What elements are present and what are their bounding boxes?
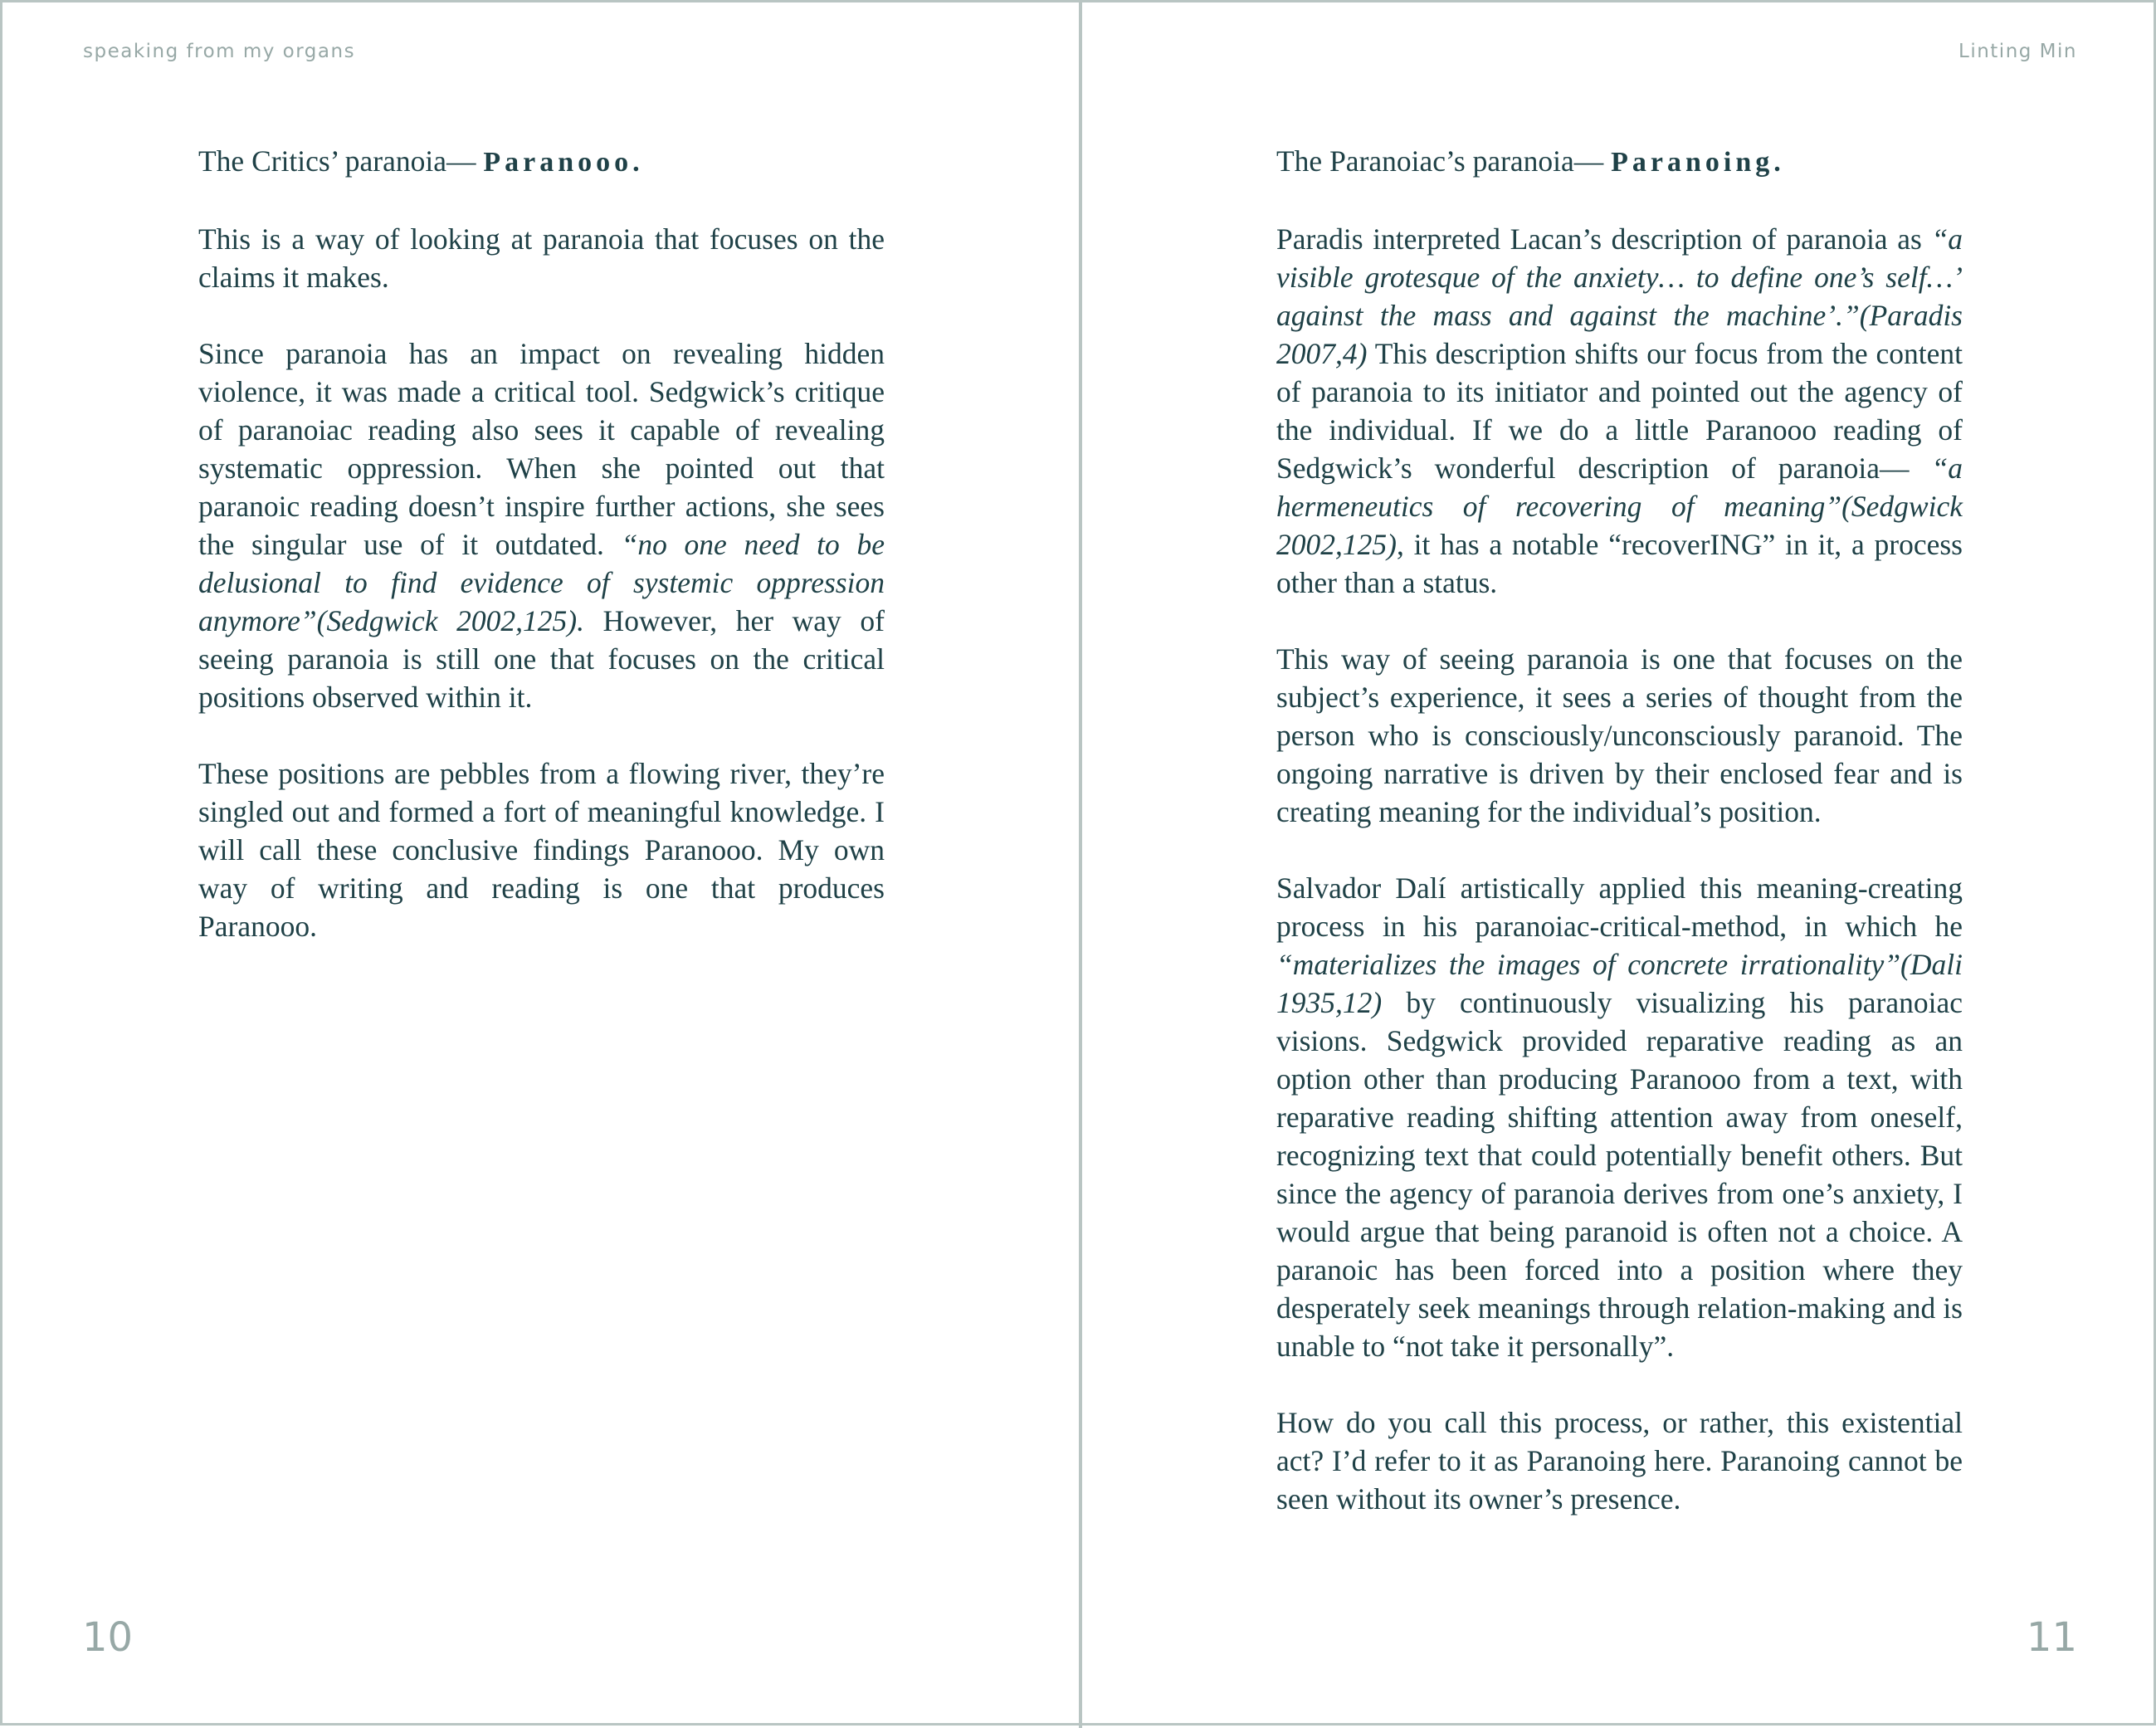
paragraph: How do you call this process, or rather, this existential act? I’d refer to it as Paranoing here. Paranoing cannot be seen without its owner’s presence. [1276, 1406, 1963, 1516]
paragraph: These positions are pebbles from a flowing river, they’re singled out and formed a fort of meaningful knowledge. I will call these conclusive findings Paranooo. My own way of writing and reading is one that produces Paranooo. [198, 757, 885, 943]
paragraph-text: Salvador Dalí artistically applied this meaning-creating process in his paranoiac-critical-method, in which he [1276, 871, 1963, 943]
page-number: 10 [82, 1614, 134, 1661]
heading-prefix: The Paranoiac’s paranoia— [1276, 144, 1612, 178]
left-page [2, 2, 1079, 1728]
left-page-body [198, 142, 885, 984]
citation-quote: “a hermeneutics of recovering of meaning”(Sedgwick 2002,125) [1276, 452, 1963, 561]
citation-quote: “a visible grotesque of the anxiety… to define one’s self…’ against the mass and against the machine’.”(Paradis 2007,4) [1276, 222, 1963, 370]
citation-quote: “no one need to be delusional to find evidence of systemic oppression anymore”(Sedgwick 2002,125). [198, 528, 885, 637]
section-heading [198, 142, 885, 182]
right-page [1082, 2, 2156, 1728]
paragraph: This is a way of looking at paranoia that focuses on the claims it makes. [198, 222, 885, 294]
paragraph-text: , it has a notable “recoverING” in it, a process other than a status. [1276, 528, 1963, 599]
section-heading [1276, 142, 1963, 182]
paragraph [1276, 220, 1963, 602]
page-number: 11 [2026, 1614, 2077, 1661]
paragraph [1276, 869, 1963, 1365]
heading-term: Paranooo. [483, 147, 644, 178]
paragraph: This way of seeing paranoia is one that focuses on the subject’s experience, it sees a series of thought from the person who is consciously/unconsciously paranoid. The ongoing narrative is driven by their enclosed fear and is creating meaning for the individual’s position. [1276, 642, 1963, 828]
paragraph [198, 334, 885, 716]
paragraph-text: Since paranoia has an impact on revealing hidden violence, it was made a critical tool. Sedgwick’s critique of paranoiac reading also sees it capable of revealing systematic oppression. When she pointed out that paranoic reading doesn’t inspire further actions, she sees the singular use of it outdated. [198, 337, 885, 561]
paragraph-text: Paradis interpreted Lacan’s description of paranoia as [1276, 222, 1932, 256]
citation-quote: “materializes the images of concrete irrationality”(Dali 1935,12) [1276, 948, 1963, 1019]
paragraph-text: This description shifts our focus from the content of paranoia to its initiator and pointed out the agency of the individual. If we do a little Paranooo reading of Sedgwick’s wonderful description of paranoia— [1276, 337, 1963, 485]
running-head-title: speaking from my organs [83, 41, 356, 62]
running-head-author: Linting Min [1958, 41, 2077, 62]
right-page-body [1276, 142, 1963, 1556]
heading-prefix: The Critics’ paranoia— [198, 144, 484, 178]
heading-term: Paranoing. [1611, 147, 1785, 178]
paragraph-text: However, her way of seeing paranoia is still one that focuses on the critical positions observed within it. [198, 604, 885, 714]
paragraph-text: by continuously visualizing his paranoiac visions. Sedgwick provided reparative reading as an option other than producing Paranooo from a text, with reparative reading shifting attention away from oneself, recognizing text that could potentially benefit others. But since the agency of paranoia derives from one’s anxiety, I would argue that being paranoid is often not a choice. A paranoic has been forced into a position where they desperately seek meanings through relation-making and is unable to “not take it personally”. [1276, 986, 1963, 1363]
